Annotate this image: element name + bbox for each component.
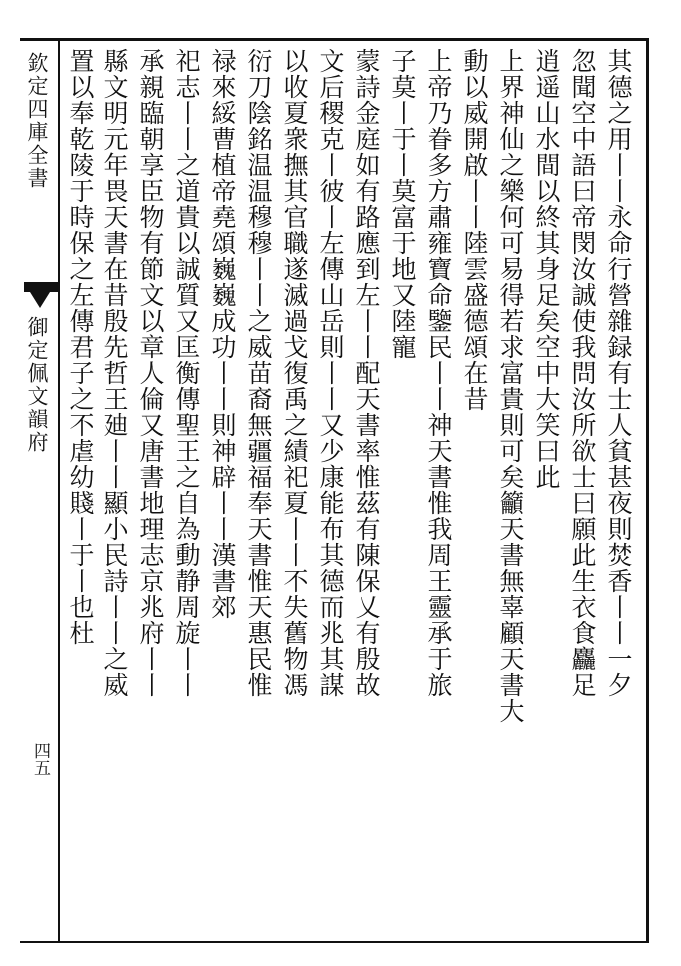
bottom-border xyxy=(20,941,648,943)
text-column: 上界神仙之樂何可易得若求富貴則可矣籲天書無辜顧天書大 xyxy=(496,48,525,724)
text-column xyxy=(420,620,456,920)
fish-tail-mark xyxy=(30,292,50,308)
left-border xyxy=(58,38,60,943)
text-column: 逍遥山水間以終其身足矣空中大笑曰此 xyxy=(532,48,561,490)
top-border xyxy=(20,38,648,41)
text-column: 忽聞空中語曰帝閔汝誠使我問汝所欲士曰願此生衣食麤足 xyxy=(568,48,597,698)
text-column: 以收夏衆撫其官職遂滅過戈復禹之績祀夏丨丨不失舊物馮 xyxy=(280,48,309,698)
text-column: 子莫丨于丨莫富于地又陸寵 xyxy=(388,48,417,360)
text-column: 其德之用丨丨永命行營雜録有士人貧甚夜則焚香丨丨一夕 xyxy=(604,48,633,698)
text-column: 承親臨朝享臣物有節文以章人倫又唐書地理志京兆府丨丨 xyxy=(136,48,165,698)
text-column: 禄來綏曹植帝堯頌巍巍成功丨丨則神辟丨丨漢書郊 xyxy=(208,48,237,620)
text-column: 縣文明元年畏天書在昔殷先哲王廸丨丨顯小民詩丨丨之威 xyxy=(100,48,129,698)
text-column: 上帝乃眷多方肅雍寶命鑒民丨丨神天書惟我周王靈承于旅 xyxy=(424,48,453,698)
right-border xyxy=(646,38,649,943)
margin-side-title: 御定佩文韻府 xyxy=(25,316,49,454)
text-column: 祀志丨丨之道貴以誠質又匡衡傳聖王之自為動静周旋丨丨 xyxy=(172,48,201,698)
fish-tail-band xyxy=(24,282,58,292)
text-column: 衍刀陰銘温温穆穆丨丨之威苗裔無疆福奉天書惟天惠民惟 xyxy=(244,48,273,698)
text-column: 蒙詩金庭如有路應到左丨丨配天書率惟茲有陳保乂有殷故 xyxy=(352,48,381,698)
text-column: 置以奉乾陵于時保之左傳君子之不虐幼賤丨于丨也杜 xyxy=(66,48,95,646)
margin-top-title: 欽定四庫全書 xyxy=(25,52,49,190)
text-column: 文后稷克丨彼丨左傳山岳則丨丨又少康能布其德而兆其謀 xyxy=(316,48,345,698)
text-column: 動以威開啟丨丨陸雲盛德頌在昔 xyxy=(460,48,489,412)
page-number: 四五 xyxy=(30,742,50,776)
